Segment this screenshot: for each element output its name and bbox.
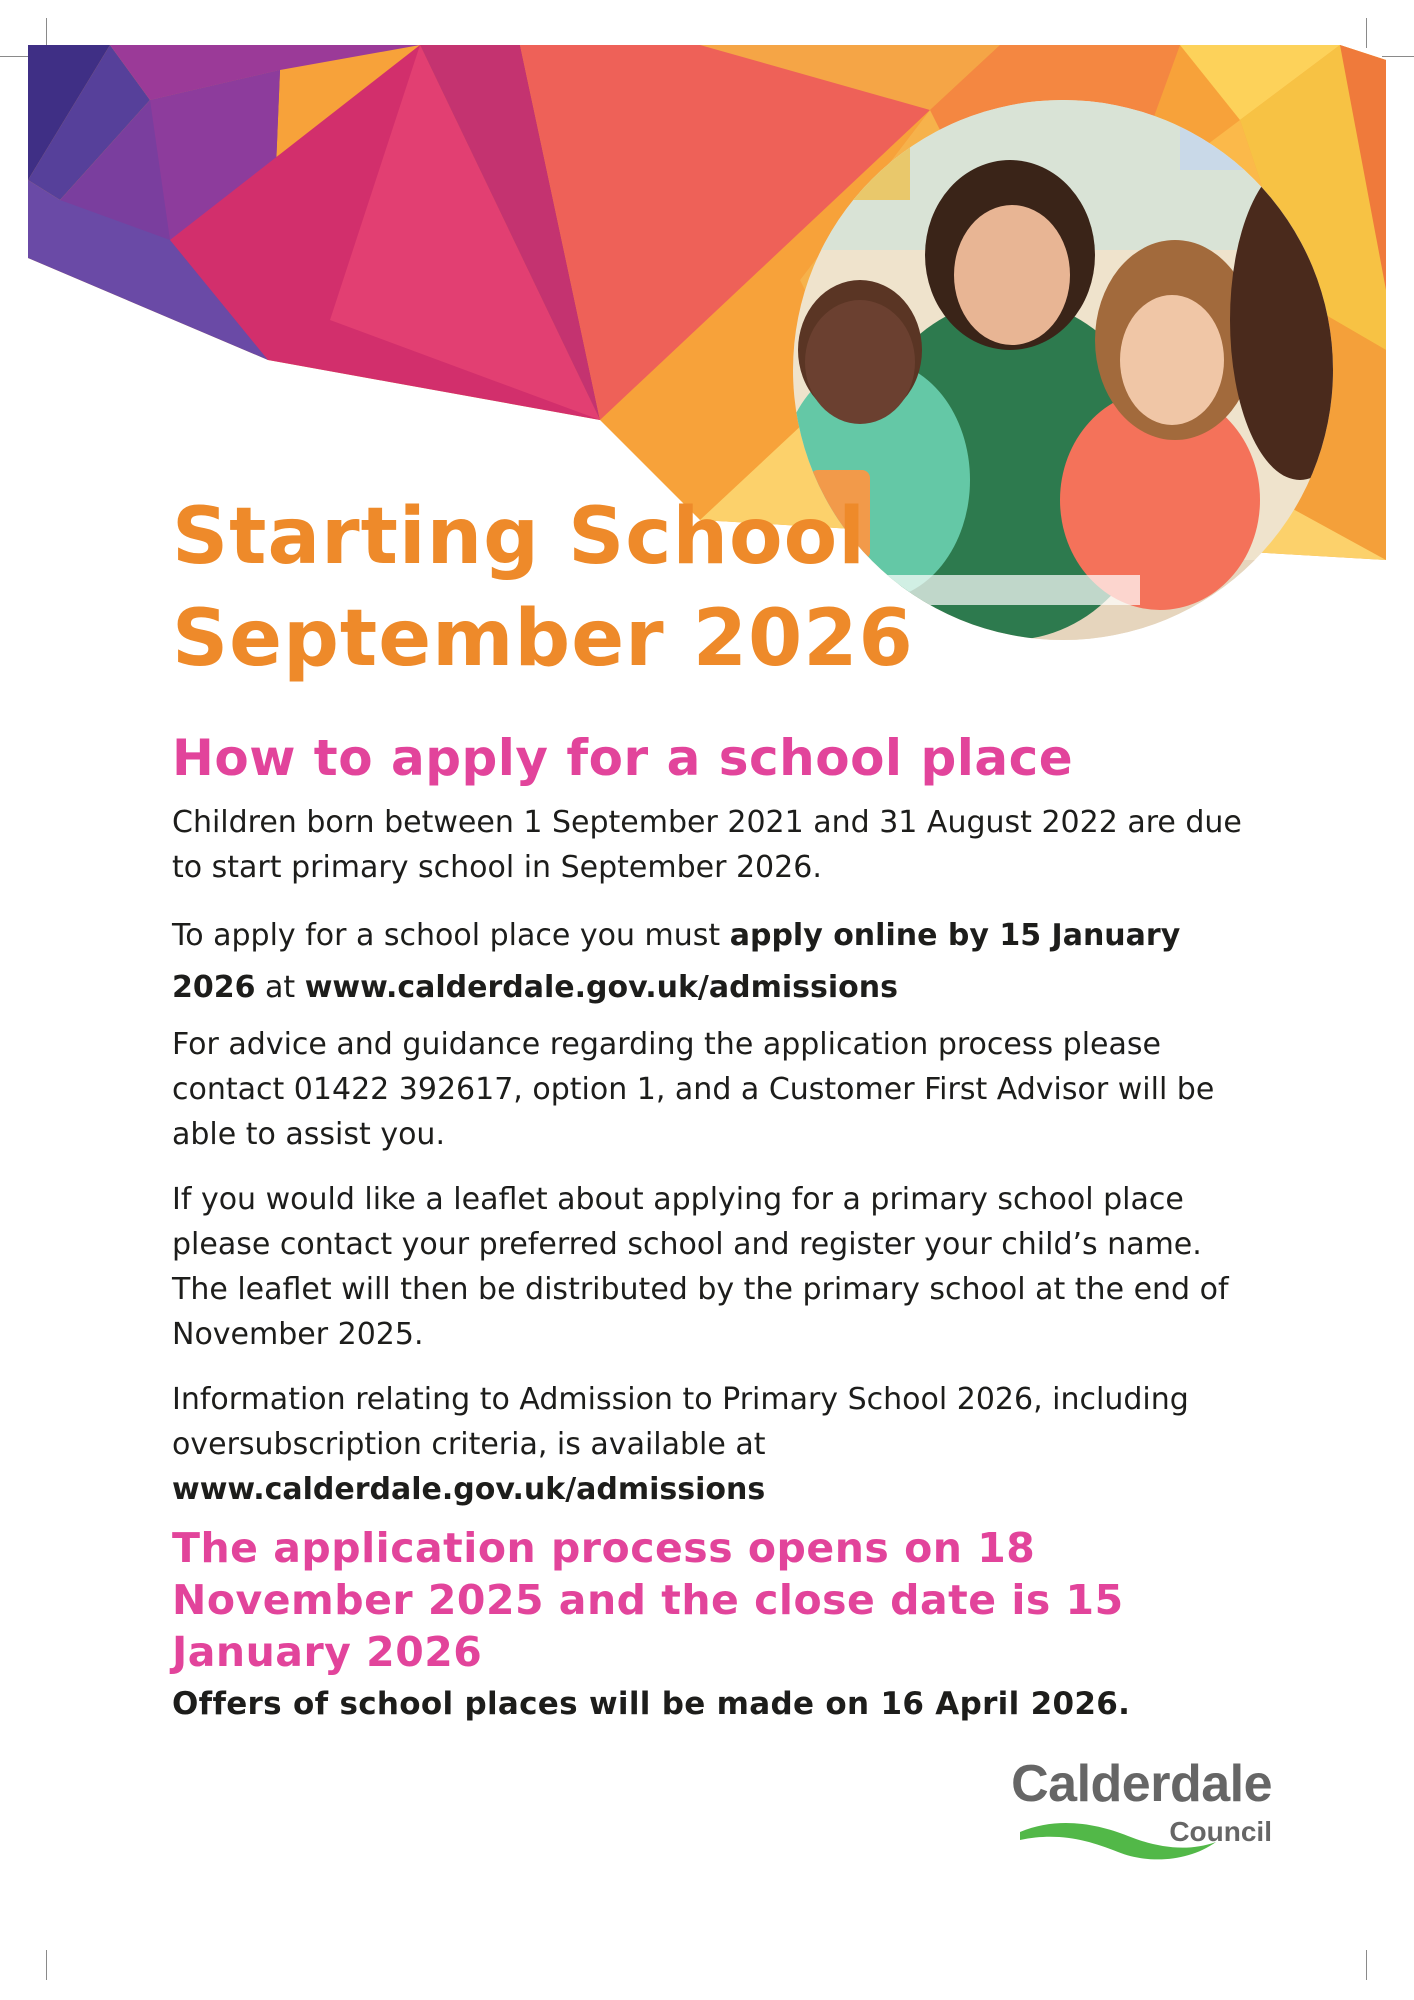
apply-deadline: apply online by 15 January 2026 <box>172 918 1181 1005</box>
crop-mark <box>1366 1950 1367 1980</box>
logo-name: Calderdale <box>1011 1755 1272 1813</box>
dates-highlight: The application process opens on 18 November 2025 and the close date is 15 January 2026 <box>172 1524 1124 1676</box>
apply-online-paragraph <box>172 910 1252 1014</box>
title-line-2: September 2026 <box>172 594 914 684</box>
section-heading: How to apply for a school place <box>172 729 1074 787</box>
page-title <box>172 486 914 690</box>
leaflet-paragraph: If you would like a leaflet about applying for a primary school place please contact your preferred school and register your child’s name. The leaflet will then be distributed by the primary school at the end of November 2025. <box>172 1182 1229 1352</box>
calderdale-council-logo <box>1011 1754 1278 1864</box>
information-paragraph <box>172 1377 1252 1512</box>
information-text: Information relating to Admission to Primary School 2026, including oversubscription criteria, is available at <box>172 1382 1189 1462</box>
admissions-link-2[interactable]: www.calderdale.gov.uk/admissions <box>172 1472 766 1507</box>
offers-paragraph: Offers of school places will be made on 16 April 2026. <box>172 1686 1131 1722</box>
eligibility-paragraph: Children born between 1 September 2021 and 31 August 2022 are due to start primary school in September 2026. <box>172 805 1242 885</box>
crop-mark <box>46 1950 47 1980</box>
admissions-link[interactable]: www.calderdale.gov.uk/admissions <box>304 970 898 1005</box>
apply-at-text: at <box>255 970 305 1005</box>
advice-paragraph: For advice and guidance regarding the application process please contact 01422 392617, option 1, and a Customer First Advisor will be able to assist you. <box>172 1027 1215 1152</box>
main-content <box>172 722 1252 1747</box>
apply-text: To apply for a school place you must <box>172 918 730 953</box>
logo-council: Council <box>1169 1816 1272 1847</box>
title-line-1: Starting School <box>172 492 866 582</box>
